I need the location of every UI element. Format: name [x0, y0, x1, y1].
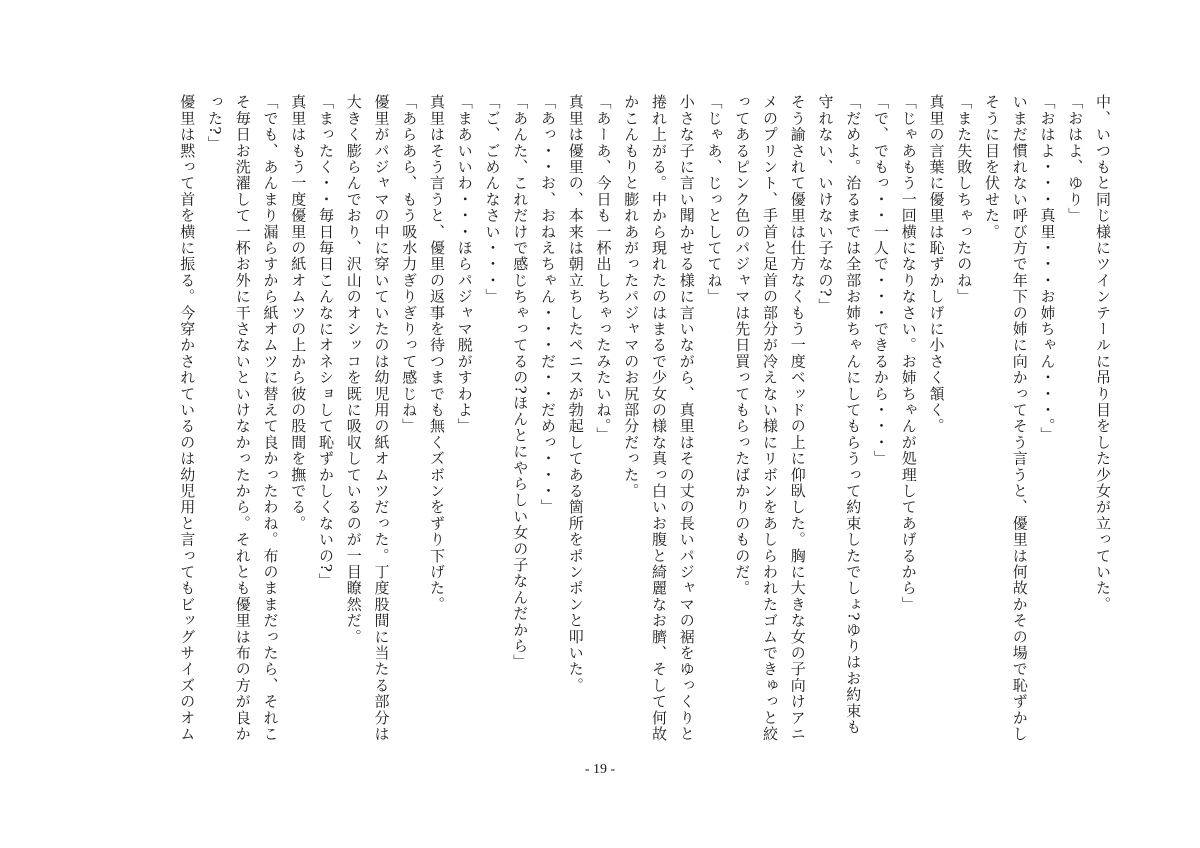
text-line: いまだ慣れない呼び方で年下の姉に向かってそう言うと、優里は何故かその場で恥ずかし	[1010, 94, 1029, 742]
text-line: 真里の言葉に優里は恥ずかしげに小さく頷く。	[927, 94, 946, 435]
text-line: 真里は優里の、本来は朝立ちしたペニスが勃起してある箇所をポンポンと叩いた。	[566, 94, 585, 694]
page-number: - 19 -	[584, 762, 616, 777]
text-line: 真里はそう言うと、優里の返事を待つまでも無くズボンをずり下げた。	[428, 94, 446, 613]
text-line: 「ご、ごめんなさい・・・」	[483, 94, 502, 305]
text-line: 捲れ上がる。中から現れたのはまるで少女の様な真っ白いお腹と綺麗なお臍、そして何故	[650, 94, 668, 742]
text-line: 優里は黙って首を横に振る。今穿かされているのは幼児用と言ってもビッグサイズのオム	[178, 94, 197, 742]
text-line: 「でも、あんまり漏らすから紙オムツに替えて良かったわね。布のままだったら、それこ	[261, 94, 280, 742]
text-line: 「あーあ、今日も一杯出しちゃったみたいね。」	[594, 94, 613, 443]
text-line: ってあるピンク色のパジャマは先日買ってもらったばかりのものだ。	[733, 94, 752, 597]
text-line: 「あらあら、もう吸水力ぎりぎりって感じね」	[400, 94, 419, 435]
text-line: 「で、でもっ・・一人で・・・できるから・・・」	[872, 94, 890, 467]
text-line: 「だめよ。治るまでは全部お姉ちゃんにしてもらうって約束したでしょ?ゆりはお約束も	[844, 94, 863, 736]
text-line: 真里はもう一度優里の紙オムツの上から彼の股間を撫でる。	[289, 94, 308, 532]
text-line: 「おはよ・・・真里・・・お姉ちゃん・・・。」	[1038, 94, 1057, 443]
text-line: 優里がパジャマの中に穿いていたのは幼児用の紙オムツだった。丁度股間に当たる部分は	[372, 94, 391, 742]
vertical-text-body	[92, 94, 1116, 754]
text-line: 「じゃあもう一回横になりなさい。お姉ちゃんが処理してあげるから」	[899, 94, 918, 613]
text-line: そうに目を伏せた。	[983, 94, 1001, 240]
text-line: 「おはよ、ゆり」	[1066, 94, 1085, 224]
text-line: 小さな子に言い聞かせる様に言いながら、真里はその丈の長いパジャマの裾をゆっくりと	[677, 94, 696, 742]
text-line: 「まあいいわ・・・ほらパジャマ脱がすわよ」	[455, 94, 474, 435]
text-line: メのプリント、手首と足首の部分が冷えない様にリボンをあしらわれたゴムできゅっと絞	[761, 94, 779, 742]
text-line: かこんもりと膨れあがったパジャマのお尻部分だった。	[622, 94, 641, 499]
text-line: った?」	[206, 94, 224, 152]
text-line: 「また失敗しちゃったのね」	[955, 94, 974, 305]
text-line: 「じゃあ、じっとしててね」	[705, 94, 724, 305]
text-line: そ毎日お洗濯して一杯お外に干さないといけなかったから。それとも優里は布の方が良か	[233, 94, 252, 742]
text-line: 「あっ・・お、おねえちゃん・・・だ・・だめっ・・・」	[539, 94, 557, 516]
text-line: 大きく膨らんでおり、沢山のオシッコを既に吸収しているのが一目瞭然だ。	[344, 94, 363, 645]
text-line: 中、いつもと同じ様にツインテールに吊り目をした少女が立っていた。	[1094, 94, 1112, 613]
text-line: そう諭されて優里は仕方なくもう一度ベッドの上に仰臥した。胸に大きな女の子向けアニ	[788, 94, 807, 742]
text-line: 「まったく・・毎日毎日こんなにオネショして恥ずかしくないの?」	[317, 94, 335, 590]
text-line: 「あんた、これだけで感じちゃってるの?ほんとにやらしい女の子なんだから」	[511, 94, 530, 671]
text-line: 守れない、いけない子なの?」	[816, 94, 835, 314]
